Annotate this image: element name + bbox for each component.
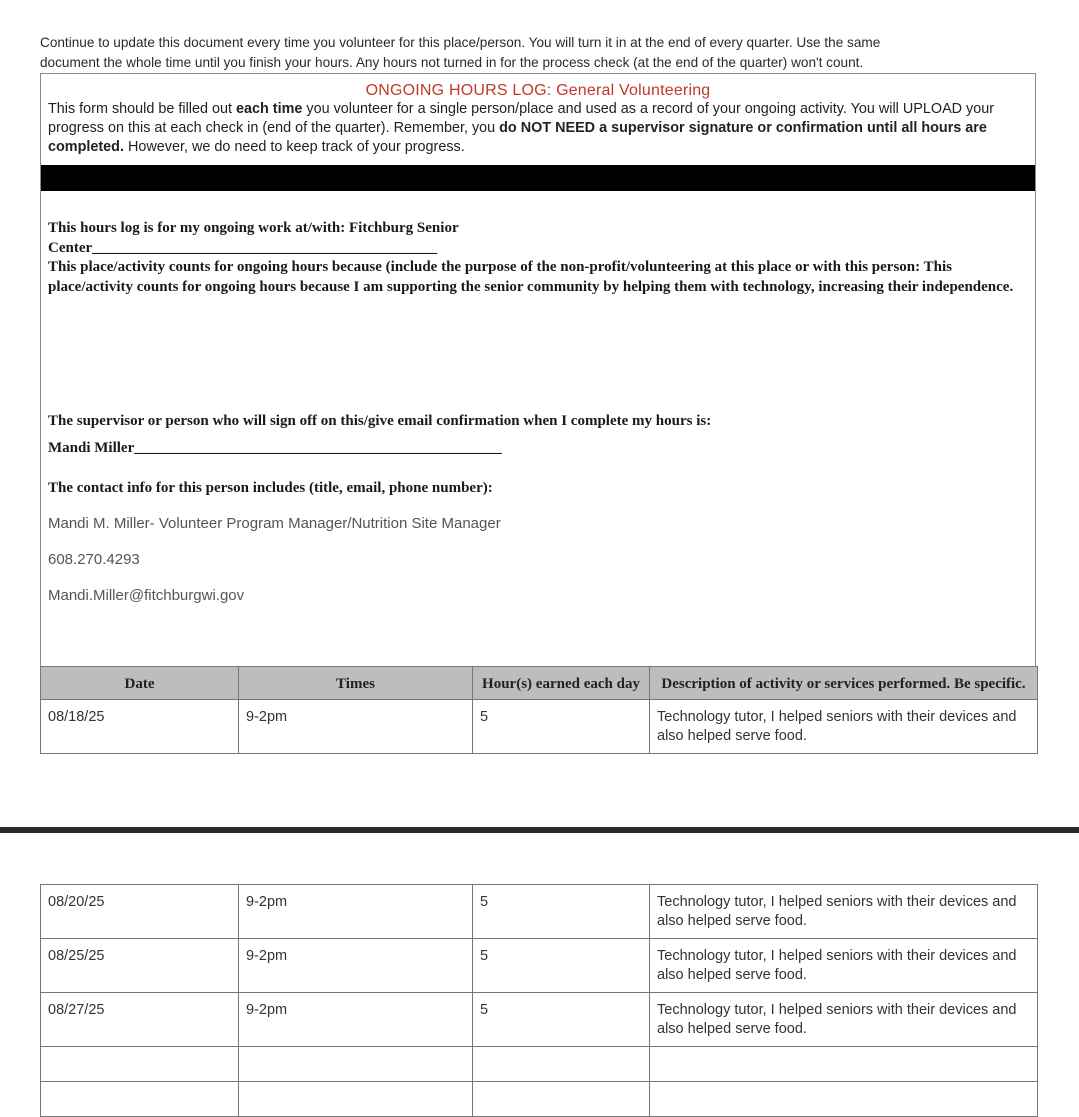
desc-text: you volunteer for a single person/place and used as a record of your ongoing activity. You will UPLOAD your progress on this at each check in (end of the quarter). Remember, you — [48, 101, 995, 136]
purpose-field[interactable]: This place/activity counts for ongoing hours because (include the purpose of the non-profit/volunteering at this place or with this person: This place/activity counts for ongoing hours because I am supporting the senior community by helping them with technology, increasing their independence. — [48, 259, 1014, 295]
hours-table — [40, 666, 1038, 754]
header-times: Times — [239, 667, 473, 700]
supervisor-name-field[interactable]: Mandi Miller_________________________________________________ — [48, 440, 502, 456]
cell-date-empty[interactable] — [41, 1047, 239, 1082]
contact-title: Mandi M. Miller- Volunteer Program Manager/Nutrition Site Manager — [48, 515, 501, 532]
cell-hours[interactable]: 5 — [473, 939, 650, 993]
cell-hours-empty[interactable] — [473, 1047, 650, 1082]
cell-date[interactable]: 08/25/25 — [41, 939, 239, 993]
place-line-1: This hours log is for my ongoing work at/with: Fitchburg Senior — [48, 220, 459, 236]
form-title: ONGOING HOURS LOG: General Volunteering — [365, 82, 711, 99]
cell-times[interactable]: 9-2pm — [239, 939, 473, 993]
empty-table-row — [41, 1047, 1038, 1082]
instructions — [40, 33, 1040, 72]
table-row — [41, 993, 1038, 1047]
instructions-line-2: document the whole time until you finish your hours. Any hours not turned in for the process check (at the end of the quarter) won't count. — [40, 54, 864, 70]
header-hours: Hour(s) earned each day — [473, 667, 650, 700]
cell-hours-empty[interactable] — [473, 1082, 650, 1117]
contact-label: The contact info for this person includes (title, email, phone number): — [48, 480, 493, 496]
cell-description[interactable]: Technology tutor, I helped seniors with their devices and also helped serve food. — [650, 885, 1038, 939]
table-header-row — [41, 667, 1038, 700]
page-break-divider — [0, 827, 1079, 833]
cell-hours[interactable]: 5 — [473, 700, 650, 754]
cell-description[interactable]: Technology tutor, I helped seniors with their devices and also helped serve food. — [650, 939, 1038, 993]
cell-description[interactable]: Technology tutor, I helped seniors with their devices and also helped serve food. — [650, 993, 1038, 1047]
form-description — [48, 100, 1028, 157]
cell-times-empty[interactable] — [239, 1047, 473, 1082]
cell-hours[interactable]: 5 — [473, 993, 650, 1047]
cell-date[interactable]: 08/20/25 — [41, 885, 239, 939]
header-date: Date — [41, 667, 239, 700]
header-description: Description of activity or services performed. Be specific. — [650, 667, 1038, 700]
cell-times[interactable]: 9-2pm — [239, 700, 473, 754]
cell-hours[interactable]: 5 — [473, 885, 650, 939]
cell-description[interactable]: Technology tutor, I helped seniors with their devices and also helped serve food. — [650, 700, 1038, 754]
cell-date-empty[interactable] — [41, 1082, 239, 1117]
desc-bold: do NOT NEED a supervisor signature or confirmation until all hours are completed. — [48, 120, 987, 155]
cell-times-empty[interactable] — [239, 1082, 473, 1117]
cell-date[interactable]: 08/27/25 — [41, 993, 239, 1047]
black-divider-bar — [41, 165, 1035, 191]
place-line-2: Center______________________________________________ — [48, 239, 438, 256]
empty-table-row — [41, 1082, 1038, 1117]
cell-description-empty[interactable] — [650, 1082, 1038, 1117]
instructions-line-1: Continue to update this document every time you volunteer for this place/person. You will turn it in at the end of every quarter. Use the same — [40, 35, 881, 50]
desc-text: However, we do need to keep track of your progress. — [123, 139, 465, 155]
desc-text: This form should be filled out — [48, 101, 236, 117]
hours-table-continued — [40, 884, 1038, 1117]
cell-times[interactable]: 9-2pm — [239, 993, 473, 1047]
table-row — [41, 939, 1038, 993]
cell-times[interactable]: 9-2pm — [239, 885, 473, 939]
contact-phone: 608.270.4293 — [48, 551, 140, 568]
cell-date[interactable]: 08/18/25 — [41, 700, 239, 754]
table-row — [41, 700, 1038, 754]
log-form — [40, 73, 1036, 669]
supervisor-label: The supervisor or person who will sign off on this/give email confirmation when I complete my hours is: — [48, 413, 712, 429]
cell-description-empty[interactable] — [650, 1047, 1038, 1082]
contact-email: Mandi.Miller@fitchburgwi.gov — [48, 587, 245, 604]
desc-bold: each time — [235, 101, 303, 117]
table-row — [41, 885, 1038, 939]
place-field[interactable] — [48, 219, 1028, 258]
